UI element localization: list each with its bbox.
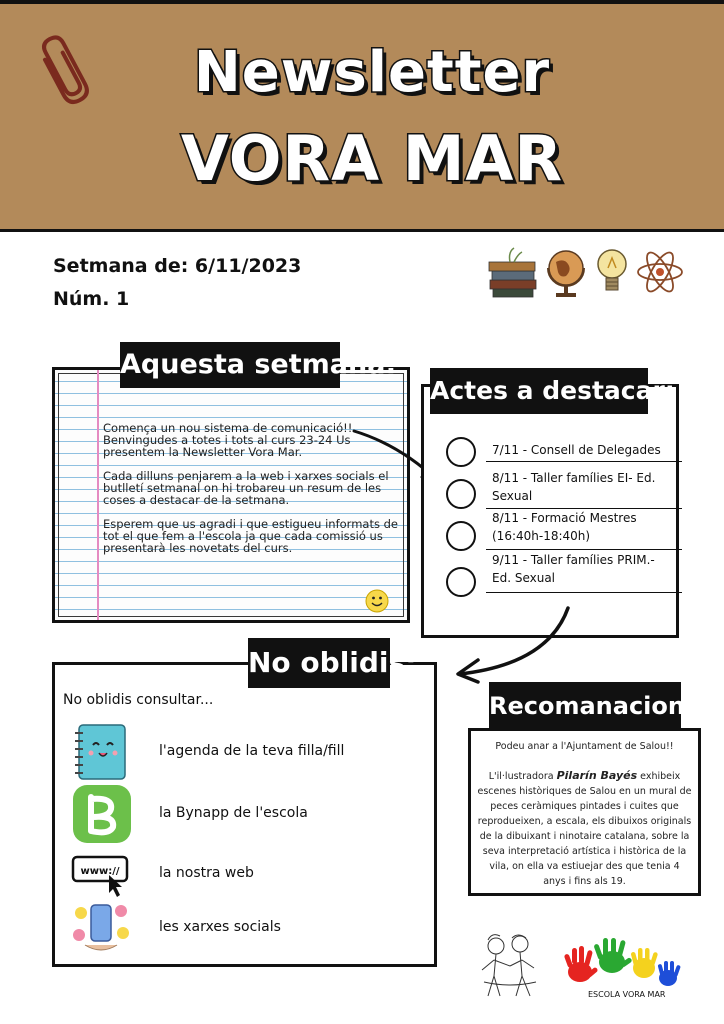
dont-forget-item-bynapp — [69, 785, 409, 845]
recommendations-panel — [468, 728, 701, 896]
dont-forget-label: l'agenda de la teva filla/fill — [159, 743, 345, 759]
this-week-heading: Aquesta setmana: — [120, 342, 340, 388]
lightbulb-icon — [598, 250, 626, 290]
globe-icon — [548, 251, 584, 297]
event-checkbox[interactable] — [446, 437, 476, 467]
event-text: 8/11 - Formació Mestres (16:40h-18:40h) — [492, 511, 637, 543]
dont-forget-label: la nostra web — [159, 865, 254, 881]
svg-text:www://: www:// — [80, 866, 120, 877]
week-date: Setmana de: 6/11/2023 — [53, 255, 302, 277]
events-heading: Actes a destacar: — [430, 368, 648, 414]
bynapp-logo-icon — [69, 785, 133, 843]
school-name: ESCOLA VORA MAR — [588, 990, 666, 999]
event-checkbox[interactable] — [446, 567, 476, 597]
issue-number: Núm. 1 — [53, 288, 130, 310]
dont-forget-label: les xarxes socials — [159, 919, 281, 935]
events-panel — [421, 384, 679, 638]
illustrator-name: Pilarín Bayés — [556, 769, 638, 782]
recommendations-post: exhibeix escenes històriques de Salou en un mural de peces ceràmiques pintades i cuites que reprodueixen, a escala, els dibuixos originals de la dibuixant i ninotaire catalana, sobre la seva interpretació artística i històrica de la vila, on ella va estiuejar des que tenia 4 anys i fins als 19. — [477, 771, 692, 887]
this-week-paragraph-1: Comença un nou sistema de comunicació!! Benvingudes a totes i tots al curs 23-24 Us presentem la Newsletter Vora Mar. — [103, 421, 353, 459]
dont-forget-item-social — [69, 899, 409, 959]
red-hand-icon — [564, 946, 599, 982]
decorative-icons — [488, 244, 688, 300]
paper-margin-line — [97, 370, 99, 620]
event-text: 8/11 - Taller famílies EI- Ed. Sexual — [492, 471, 656, 503]
blue-hand-icon — [658, 961, 681, 986]
event-text: 9/11 - Taller famílies PRIM.- Ed. Sexual — [492, 553, 655, 585]
dont-forget-intro: No oblidis consultar... — [63, 692, 214, 708]
dont-forget-label: la Bynapp de l'escola — [159, 805, 308, 821]
newsletter-subtitle: VORA MAR — [180, 122, 564, 195]
recommendations-text — [477, 739, 692, 889]
this-week-paragraph-3: Esperem que us agradi i que estigueu informats de tot el que fem a l'escola ja que cada comissió us presentarà les novetats del curs. — [103, 517, 398, 555]
notebook-icon — [69, 723, 133, 781]
dont-forget-heading: No oblidis: — [248, 638, 390, 688]
newsletter-title: Newsletter — [193, 40, 551, 105]
recommendations-heading: Recomanacions: — [489, 682, 681, 730]
yellow-hand-icon — [631, 948, 659, 978]
dont-forget-panel — [52, 662, 437, 967]
hand-prints-logo — [556, 938, 686, 996]
this-week-paragraph-2: Cada dilluns penjarem a la web i xarxes socials el butlletí setmanal on hi trobareu un resum de les coses a destacar de la setmana. — [103, 469, 389, 507]
www-icon — [69, 845, 133, 903]
children-drawing-illustration — [470, 930, 550, 1002]
books-icon — [489, 248, 536, 297]
event-divider — [486, 592, 682, 593]
atom-icon — [638, 249, 682, 295]
recommendations-pre: L'il·lustradora — [488, 771, 557, 782]
event-checkbox[interactable] — [446, 521, 476, 551]
social-media-icon — [69, 899, 133, 957]
dont-forget-item-web — [69, 845, 409, 905]
recommendations-body — [477, 768, 692, 889]
this-week-text — [103, 422, 403, 566]
header-banner — [0, 0, 724, 232]
event-text: 7/11 - Consell de Delegades — [492, 443, 661, 457]
recommendations-line1: Podeu anar a l'Ajuntament de Salou!! — [495, 741, 674, 752]
dont-forget-item-agenda — [69, 723, 409, 783]
event-divider — [486, 549, 682, 550]
this-week-panel — [52, 367, 410, 623]
green-hand-icon — [593, 938, 632, 973]
event-checkbox[interactable] — [446, 479, 476, 509]
smiley-icon — [365, 589, 389, 613]
event-divider — [486, 461, 682, 462]
